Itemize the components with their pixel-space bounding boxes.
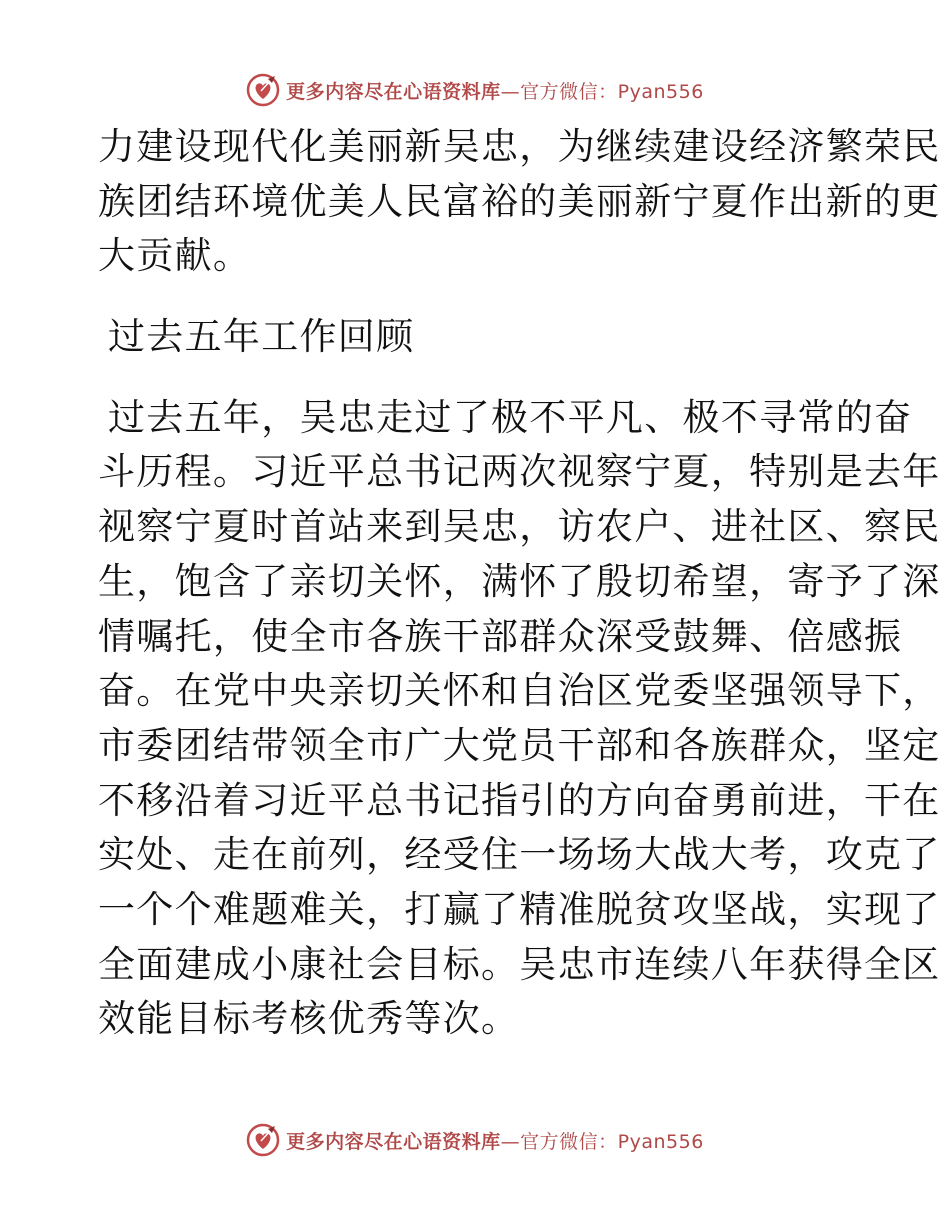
text-line: 一个个难题难关，打赢了精准脱贫攻坚战，实现了 bbox=[98, 887, 941, 931]
watermark-text bbox=[286, 1127, 704, 1154]
text-line: 斗历程。习近平总书记两次视察宁夏，特别是去年 bbox=[98, 450, 941, 494]
text-line: 市委团结带领全市广大党员干部和各族群众，坚定 bbox=[98, 723, 941, 767]
watermark-separator: — bbox=[500, 80, 521, 103]
watermark-separator: — bbox=[500, 1130, 521, 1153]
heart-pen-logo-icon bbox=[246, 73, 280, 107]
heart-pen-logo-icon bbox=[246, 1123, 280, 1157]
watermark-footer bbox=[0, 1120, 950, 1160]
text-line: 生，饱含了亲切关怀，满怀了殷切希望，寄予了深 bbox=[98, 559, 941, 603]
text-line: 力建设现代化美丽新吴忠，为继续建设经济繁荣民 bbox=[98, 125, 941, 168]
text-line: 不移沿着习近平总书记指引的方向奋勇前进，干在 bbox=[98, 778, 941, 822]
text-line: 全面建成小康社会目标。吴忠市连续八年获得全区 bbox=[98, 942, 941, 986]
watermark-contact: 官方微信：Pyan556 bbox=[520, 80, 704, 103]
text-line: 族团结环境优美人民富裕的美丽新宁夏作出新的更 bbox=[98, 179, 941, 223]
watermark-brand: 更多内容尽在心语资料库 bbox=[286, 1130, 501, 1153]
text-line: 效能目标考核优秀等次。 bbox=[98, 997, 520, 1041]
section-heading: 过去五年工作回顾 bbox=[108, 315, 415, 359]
text-line: 实处、走在前列，经受住一场场大战大考，攻克了 bbox=[98, 833, 941, 877]
watermark-brand: 更多内容尽在心语资料库 bbox=[286, 80, 501, 103]
watermark-contact: 官方微信：Pyan556 bbox=[520, 1130, 704, 1153]
watermark-text bbox=[286, 77, 704, 104]
watermark-header bbox=[0, 70, 950, 110]
text-line: 过去五年，吴忠走过了极不平凡、极不寻常的奋 bbox=[108, 395, 913, 439]
document-body bbox=[98, 120, 941, 1047]
text-line: 情嘱托，使全市各族干部群众深受鼓舞、倍感振 bbox=[98, 614, 903, 658]
text-line: 奋。在党中央亲切关怀和自治区党委坚强领导下， bbox=[98, 669, 941, 713]
text-line: 视察宁夏时首站来到吴忠，访农户、进社区、察民 bbox=[98, 505, 941, 549]
text-line: 大贡献。 bbox=[98, 234, 252, 278]
